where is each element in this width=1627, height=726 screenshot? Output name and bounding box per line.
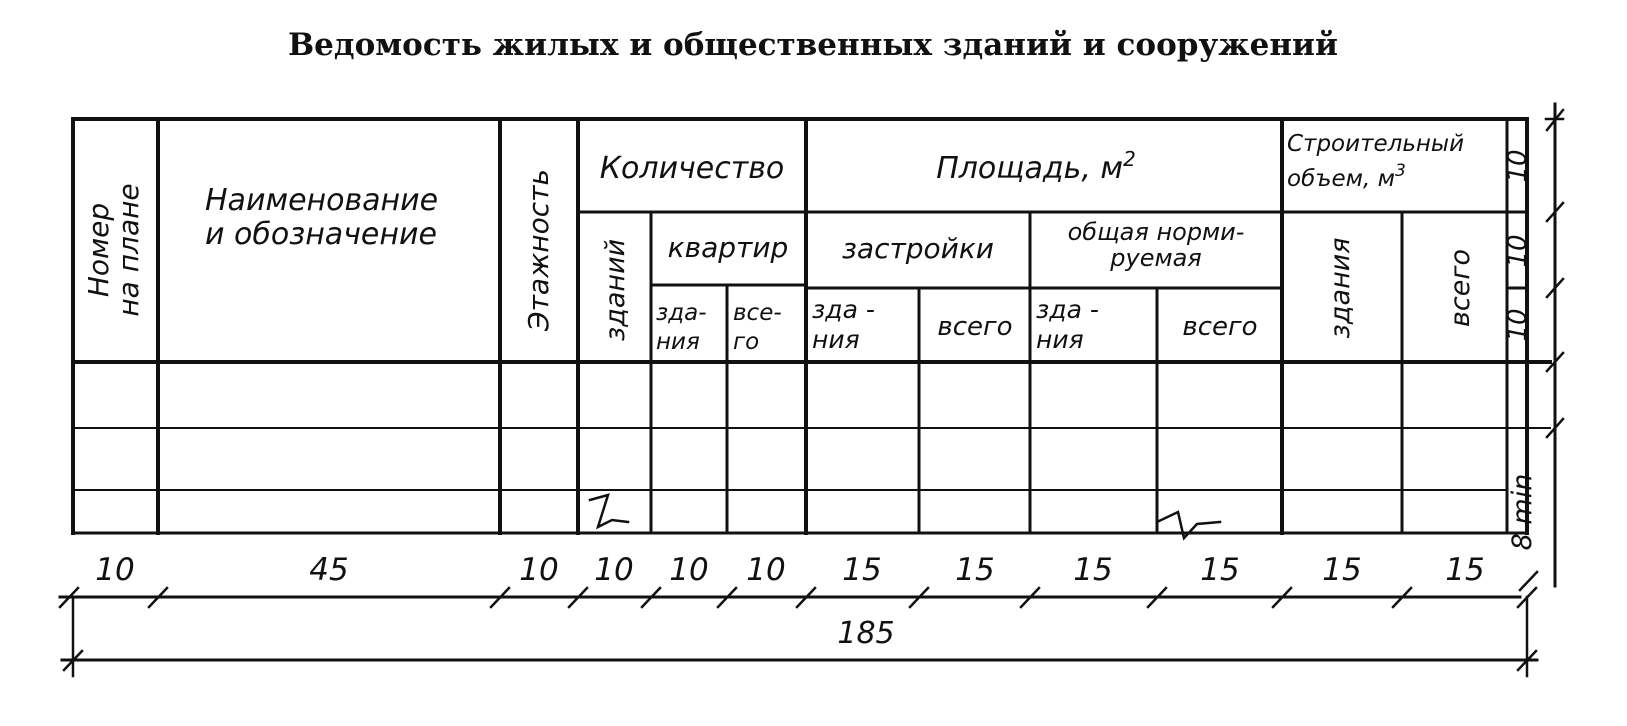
col-width-label: 15 — [1073, 552, 1113, 588]
total-width-label: 185 — [837, 616, 895, 651]
col-width-label: 15 — [1322, 552, 1362, 588]
header-naimenovanie-line1: Наименование — [205, 183, 439, 218]
document-title: Ведомость жилых и общественных зданий и сооружений — [287, 27, 1339, 63]
row-height-body: 8 min — [1507, 473, 1538, 551]
col-width-label: 10 — [669, 552, 709, 588]
header-stroit-exp: 3 — [1394, 161, 1406, 181]
header-kv-zdaniya-line2: ния — [656, 329, 700, 355]
col-width-label: 45 — [309, 552, 349, 588]
header-st-vsego: всего — [1445, 248, 1476, 328]
header-nomer-line2: на плане — [112, 183, 145, 317]
header-zastr-zdaniya-line1: зда - — [812, 295, 875, 324]
row-height-header2: 10 — [1503, 234, 1533, 268]
header-kv-zdaniya-line1: зда- — [656, 300, 707, 326]
column-width-labels — [95, 552, 1484, 588]
header-zastroyki: застройки — [842, 232, 994, 265]
row-height-header3: 10 — [1503, 308, 1533, 342]
header-stroit-text: объем, м — [1287, 166, 1395, 192]
header-obsh-zdaniya-line2: ния — [1036, 325, 1084, 354]
header-ploshad — [936, 147, 1136, 186]
header-zastr-zdaniya-line2: ния — [812, 325, 860, 354]
row-height-header1: 10 — [1503, 149, 1533, 183]
col-width-label: 10 — [594, 552, 634, 588]
header-kvartir: квартир — [667, 231, 789, 264]
col-width-label: 10 — [95, 552, 135, 588]
header-kolichestvo: Количество — [599, 151, 785, 186]
header-obshaya-line1: общая норми- — [1067, 218, 1245, 246]
header-nomer-line1: Номер — [82, 202, 115, 298]
col-width-label: 15 — [1445, 552, 1485, 588]
col-width-label: 15 — [955, 552, 995, 588]
header-obsh-zdaniya-line1: зда - — [1036, 295, 1099, 324]
total-width-dimension-line — [62, 597, 1537, 676]
column-width-dimension-line — [60, 588, 1536, 607]
header-kv-vsego-line2: го — [733, 329, 760, 355]
header-kv-vsego-line1: все- — [733, 300, 782, 326]
header-zastr-vsego: всего — [937, 312, 1013, 342]
col-width-label: 10 — [746, 552, 786, 588]
header-obshaya-line2: руемая — [1110, 244, 1202, 272]
header-stroit-line1: Строительный — [1287, 131, 1465, 157]
col-width-label: 10 — [519, 552, 559, 588]
header-etazhnost: Этажность — [522, 169, 555, 331]
header-ploshad-text: Площадь, м — [936, 151, 1124, 186]
header-naimenovanie-line2: и обозначение — [205, 217, 437, 252]
header-ploshad-exp: 2 — [1123, 147, 1136, 171]
header-obsh-vsego: всего — [1182, 312, 1258, 342]
header-zdaniy: зданий — [600, 238, 631, 342]
header-st-zdaniya: здания — [1325, 237, 1356, 339]
col-width-label: 15 — [842, 552, 882, 588]
table-header — [82, 131, 1476, 355]
col-width-label: 15 — [1200, 552, 1240, 588]
header-stroit-line2 — [1287, 161, 1406, 192]
break-mark — [590, 495, 628, 527]
